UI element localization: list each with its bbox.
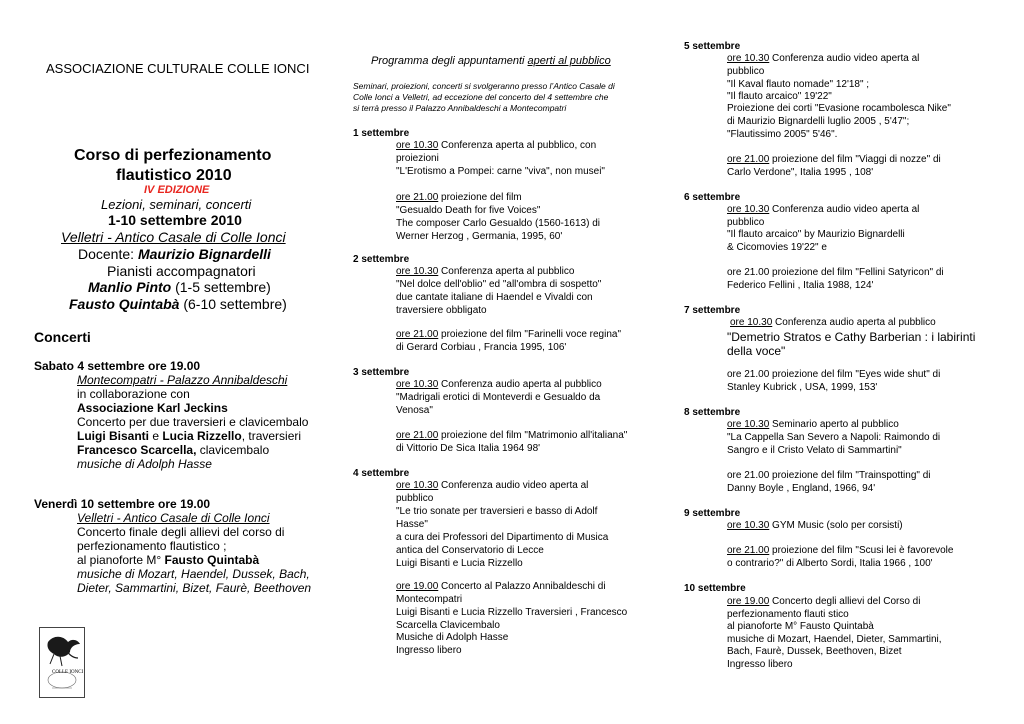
pianist2-line	[69, 297, 287, 311]
day7-heading: 7 settembre	[684, 305, 741, 316]
day4-event-a4: Hasse"	[396, 519, 428, 530]
concerts-heading: Concerti	[34, 329, 91, 345]
event-time: ore 10.30	[727, 419, 770, 430]
day5-event-a7: "Flautissimo 2005" 5'46".	[727, 129, 838, 140]
day3-event-a3: Venosa"	[396, 405, 433, 416]
event-time: ore 19.00	[727, 596, 770, 607]
concert2-pianist-name: Fausto Quintabà	[164, 553, 260, 567]
day2-event-a	[396, 267, 574, 277]
event-time: ore 10.30	[396, 266, 439, 277]
program-intro2: Colle Ionci a Velletri, ad eccezione del concerto del 4 settembre che	[353, 92, 609, 102]
day9-event-b2: o contrario?" di Alberto Sordi, Italia 1966 , 100'	[727, 558, 933, 569]
logo-text: COLLE IONCI	[52, 670, 84, 675]
event-time: ore 21.00	[727, 545, 770, 556]
event-text: Conferenza audio video aperta al	[438, 480, 589, 491]
concert2-line2: perfezionamento flautistico ;	[77, 539, 227, 553]
event-time: ore 10.30	[727, 520, 770, 531]
day7-event-b2: Stanley Kubrick , USA, 1999, 153'	[727, 382, 878, 393]
edition-label: IV EDIZIONE	[144, 184, 210, 196]
teacher-name: Maurizio Bignardelli	[137, 246, 271, 262]
day4-event-a7: Luigi Bisanti e Lucia Rizzello	[396, 558, 523, 569]
day2-event-b	[396, 330, 621, 340]
event-time: ore 10.30	[730, 317, 773, 328]
day6-event-b1: ore 21.00 proiezione del film "Fellini Satyricon" di	[727, 267, 944, 278]
day7-event-a2: "Demetrio Stratos e Cathy Barberian : i labirinti	[727, 330, 976, 344]
day2-event-a4: traversiere obbligato	[396, 305, 487, 316]
day4-event-b5: Musiche di Adolph Hasse	[396, 632, 509, 643]
lessons-line: Lezioni, seminari, concerti	[101, 197, 252, 212]
day4-event-a5: a cura dei Professori del Dipartimento di Musica	[396, 532, 609, 543]
day6-event-b2: Federico Fellini , Italia 1988, 124'	[727, 280, 874, 291]
day6-event-a2: pubblico	[727, 217, 765, 228]
day1-event-a	[396, 141, 596, 151]
day6-event-a3: "Il flauto arcaico" by Maurizio Bignardelli	[727, 229, 905, 240]
performer-conj: e	[149, 429, 163, 443]
pianist1-name: Manlio Pinto	[88, 279, 172, 295]
day2-heading: 2 settembre	[353, 254, 410, 265]
day10-heading: 10 settembre	[684, 583, 746, 594]
colle-ionci-logo	[39, 627, 85, 698]
program-heading-b: aperti al pubblico	[527, 55, 611, 67]
performer-role: , traversieri	[241, 429, 302, 443]
event-time: ore 21.00	[396, 329, 439, 340]
event-text: proiezione del film	[438, 192, 522, 203]
concert1-date: Sabato 4 settembre ore 19.00	[34, 359, 201, 373]
course-title-line1: Corso di perfezionamento	[74, 147, 272, 164]
day10-event-a	[727, 597, 920, 607]
event-text: Seminario aperto al pubblico	[769, 419, 899, 430]
day3-heading: 3 settembre	[353, 367, 410, 378]
event-text: Concerto al Palazzo Annibaldeschi di	[438, 581, 606, 592]
event-text: Conferenza aperta al pubblico	[438, 266, 575, 277]
day4-event-b3: Luigi Bisanti e Lucia Rizzello Traversieri , Francesco	[396, 607, 628, 618]
performer-scarcella: Francesco Scarcella,	[77, 443, 197, 457]
event-time: ore 10.30	[727, 204, 770, 215]
concert2-date: Venerdì 10 settembre ore 19.00	[34, 497, 211, 511]
event-time: ore 10.30	[727, 53, 770, 64]
event-text: proiezione del film "Viaggi di nozze" di	[769, 154, 941, 165]
performer-rizzello: Lucia Rizzello	[162, 429, 242, 443]
day4-heading: 4 settembre	[353, 468, 410, 479]
event-text: Conferenza aperta al pubblico, con	[438, 140, 597, 151]
program-heading-a: Programma degli appuntamenti	[371, 55, 528, 67]
concert2-music1: musiche di Mozart, Haendel, Dussek, Bach,	[77, 567, 310, 581]
day5-event-b	[727, 155, 941, 165]
day3-event-a	[396, 380, 602, 390]
concert1-venue: Montecompatri - Palazzo Annibaldeschi	[77, 373, 288, 387]
day5-event-b2: Carlo Verdone", Italia 1995 , 108'	[727, 167, 874, 178]
teacher-line	[78, 247, 271, 261]
day1-event-b	[396, 193, 522, 203]
day8-heading: 8 settembre	[684, 407, 741, 418]
event-time: ore 10.30	[396, 480, 439, 491]
day6-event-a4: & Cicomovies 19'22" e	[727, 242, 827, 253]
day6-heading: 6 settembre	[684, 192, 741, 203]
event-time: ore 19.00	[396, 581, 439, 592]
day5-event-a4: "Il flauto arcaico" 19'22"	[727, 91, 832, 102]
day1-event-b4: Werner Herzog , Germania, 1995, 60'	[396, 231, 563, 242]
day5-event-a2: pubblico	[727, 66, 765, 77]
pianist1-line	[88, 280, 271, 294]
day8-event-a2: "La Cappella San Severo a Napoli: Raimondo di	[727, 432, 941, 443]
day9-event-b	[727, 546, 953, 556]
day10-event-a3: al pianoforte M° Fausto Quintabà	[727, 621, 874, 632]
day7-event-b1: ore 21.00 proiezione del film "Eyes wide shut" di	[727, 369, 941, 380]
day8-event-b1: ore 21.00 proiezione del film "Trainspotting" di	[727, 470, 931, 481]
course-title-line2: flautistico 2010	[116, 167, 232, 184]
pianist2-name: Fausto Quintabà	[69, 296, 180, 312]
day3-event-b	[396, 431, 627, 441]
concert1-line1: in collaborazione con	[77, 387, 190, 401]
event-text: Conferenza audio video aperta al	[769, 204, 920, 215]
day9-event-a	[727, 521, 903, 531]
concert1-music: musiche di Adolph Hasse	[77, 457, 212, 471]
course-venue: Velletri - Antico Casale di Colle Ionci	[61, 229, 286, 245]
day10-event-a6: Ingresso libero	[727, 659, 793, 670]
day10-event-a4: musiche di Mozart, Haendel, Dieter, Sammartini,	[727, 634, 942, 645]
logo-bird-icon	[40, 628, 84, 697]
pianist2-dates: (6-10 settembre)	[179, 296, 287, 312]
day8-event-a	[727, 420, 899, 430]
concert2-venue: Velletri - Antico Casale di Colle Ionci	[77, 511, 270, 525]
concert2-pianist	[77, 554, 259, 566]
program-intro1: Seminari, proiezioni, concerti si svolgeranno presso l’Antico Casale di	[353, 81, 615, 91]
event-time: ore 10.30	[396, 379, 439, 390]
event-text: Concerto degli allievi del Corso di	[769, 596, 921, 607]
day8-event-a3: Sangro e il Cristo Velato di Sammartini"	[727, 445, 902, 456]
day2-event-a3: due cantate italiane di Haendel e Vivaldi con	[396, 292, 593, 303]
day4-event-a6: antica del Conservatorio di Lecce	[396, 545, 544, 556]
day1-event-a3: "L'Erotismo a Pompei: carne "viva", non musei"	[396, 166, 605, 177]
day4-event-a	[396, 481, 588, 491]
event-time: ore 21.00	[396, 430, 439, 441]
event-text: Conferenza audio aperta al pubblico	[772, 317, 936, 328]
day10-event-a2: perfezionamento flauti stico	[727, 609, 849, 620]
day4-event-b6: Ingresso libero	[396, 645, 462, 656]
day4-event-b2: Montecompatri	[396, 594, 463, 605]
concert2-line1: Concerto finale degli allievi del corso di	[77, 525, 285, 539]
day8-event-b2: Danny Boyle , England, 1966, 94'	[727, 483, 876, 494]
course-dates: 1-10 settembre 2010	[108, 212, 242, 228]
concert1-association: Associazione Karl Jeckins	[77, 401, 228, 415]
program-heading	[371, 56, 611, 67]
concert1-line3: Concerto per due traversieri e clavicembalo	[77, 415, 309, 429]
day4-event-a2: pubblico	[396, 493, 434, 504]
day4-event-b4: Scarcella Clavicembalo	[396, 620, 500, 631]
concert2-pianist-prefix: al pianoforte M°	[77, 553, 165, 567]
performer-bisanti: Luigi Bisanti	[77, 429, 149, 443]
day7-event-a	[730, 318, 936, 328]
event-time: ore 21.00	[396, 192, 439, 203]
event-text: Conferenza audio aperta al pubblico	[438, 379, 602, 390]
day6-event-a	[727, 205, 919, 215]
day4-event-a3: "Le trio sonate per traversieri e basso di Adolf	[396, 506, 598, 517]
pianist1-dates: (1-5 settembre)	[171, 279, 271, 295]
day2-event-a2: "Nel dolce dell'oblio" ed "all'ombra di sospetto"	[396, 279, 602, 290]
pianists-heading: Pianisti accompagnatori	[107, 263, 256, 279]
event-text: GYM Music (solo per corsisti)	[769, 520, 903, 531]
concert1-harpsichord	[77, 444, 269, 456]
day2-event-b2: di Gerard Corbiau , Francia 1995, 106'	[396, 342, 567, 353]
event-text: proiezione del film "Matrimonio all'italiana"	[438, 430, 628, 441]
day1-heading: 1 settembre	[353, 128, 410, 139]
day1-event-b3: The composer Carlo Gesualdo (1560-1613) di	[396, 218, 600, 229]
day5-heading: 5 settembre	[684, 41, 741, 52]
concert2-music2: Dieter, Sammartini, Bizet, Faurè, Beethoven	[77, 581, 312, 595]
day10-event-a5: Bach, Faurè, Dussek, Beethoven, Bizet	[727, 646, 902, 657]
day5-event-a3: "Il Kaval flauto nomade" 12'18" ;	[727, 79, 870, 90]
teacher-prefix: Docente:	[78, 246, 138, 262]
day1-event-b2: "Gesualdo Death for five Voices"	[396, 205, 541, 216]
event-text: Conferenza audio video aperta al	[769, 53, 920, 64]
day4-event-b	[396, 582, 606, 592]
concert1-performers	[77, 430, 301, 442]
day9-heading: 9 settembre	[684, 508, 741, 519]
day7-event-a3: della voce"	[727, 344, 786, 358]
event-text: proiezione del film "Scusi lei è favorevole	[769, 545, 954, 556]
day3-event-a2: "Madrigali erotici di Monteverdi e Gesualdo da	[396, 392, 601, 403]
day5-event-a6: di Maurizio Bignardelli luglio 2005 , 5'47";	[727, 116, 910, 127]
association-name: ASSOCIAZIONE CULTURALE COLLE IONCI	[46, 61, 310, 76]
day5-event-a	[727, 54, 919, 64]
event-time: ore 10.30	[396, 140, 439, 151]
event-text: proiezione del film "Farinelli voce regina"	[438, 329, 622, 340]
day1-event-a2: proiezioni	[396, 153, 439, 164]
day3-event-b2: di Vittorio De Sica Italia 1964 98'	[396, 443, 541, 454]
day5-event-a5: Proiezione dei corti "Evasione rocambolesca Nike"	[727, 103, 951, 114]
performer-scarcella-role: clavicembalo	[196, 443, 270, 457]
event-time: ore 21.00	[727, 154, 770, 165]
program-intro3: si terrà presso il Palazzo Annibaldeschi a Montecompatri	[353, 103, 567, 113]
